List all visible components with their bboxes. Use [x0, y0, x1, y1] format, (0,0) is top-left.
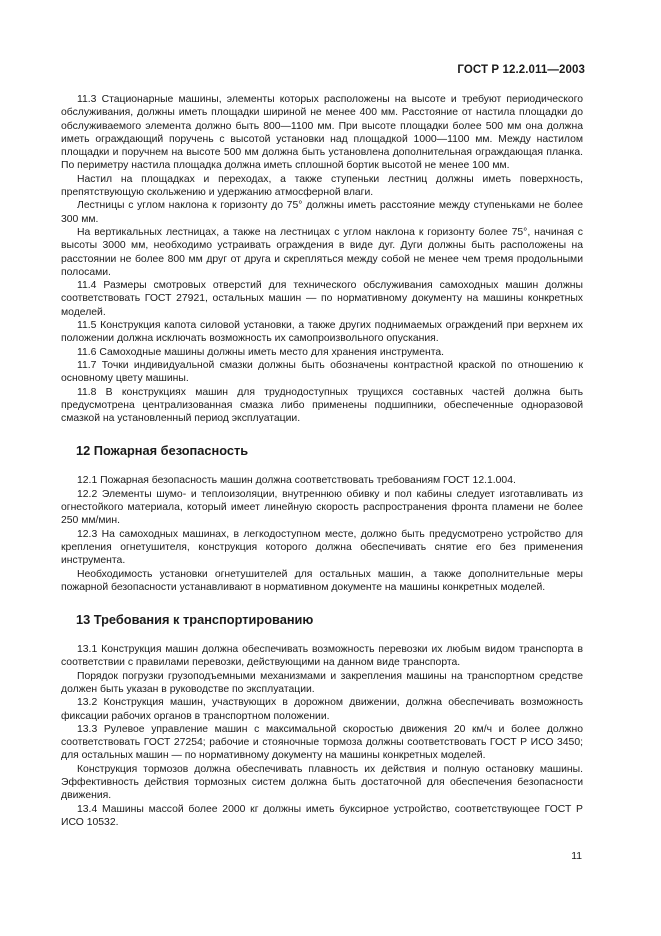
document-code-header: ГОСТ Р 12.2.011—2003 — [457, 64, 585, 76]
paragraph-11-3: 11.3 Стационарные машины, элементы которых расположены на высоте и требуют периодического обслуживания, должны иметь площадки шириной не менее 400 мм. Расстояние от настила площадки до обслуживаемого элемента должно быть 800—1100 мм. При высоте площадки более 500 мм она должна иметь ограждающий поручень с высотой установки над площадкой 1000—1100 мм. Между настилом площадки и поручнем на высоте 500 мм должна быть установлена дополнительная ограждающая планка. По периметру настила площадка должна иметь сплошной бортик высотой не менее 100 мм. — [61, 94, 583, 172]
paragraph-brakes: Конструкция тормозов должна обеспечивать плавность их действия и полную остановку машины. Эффективность действия тормозных систем должна быть достаточной для обеспечения безопасности движения. — [61, 763, 583, 802]
paragraph-13-3: 13.3 Рулевое управление машин с максимальной скоростью движения 20 км/ч и более должно соответствовать ГОСТ 27254; рабочие и стояночные тормоза должны соответствовать ГОСТ Р ИСО 3450; для остальных машин — по нормативному документу на машины конкретных моделей. — [61, 723, 583, 762]
section-heading-fire-safety: 12 Пожарная безопасность — [76, 443, 249, 459]
paragraph-11-5: 11.5 Конструкция капота силовой установки, а также других поднимаемых ограждений при верхнем их положении должна исключать возможность их самопроизвольного опускания. — [61, 320, 583, 345]
paragraph-extinguishers: Необходимость установки огнетушителей для остальных машин, а также дополнительные меры пожарной безопасности устанавливают в нормативном документе на машины конкретных моделей. — [61, 568, 583, 593]
page-body — [61, 93, 583, 829]
paragraph-13-4: 13.4 Машины массой более 2000 кг должны иметь буксирное устройство, соответствующее ГОСТ Р ИСО 10532. — [61, 803, 583, 828]
paragraph-11-4: 11.4 Размеры смотровых отверстий для технического обслуживания самоходных машин должны соответствовать ГОСТ 27921, остальных машин — по нормативному документу на машины конкретных моделей. — [61, 280, 583, 318]
page-number: 11 — [571, 851, 582, 862]
section-heading-transportation: 13 Требования к транспортированию — [76, 612, 314, 628]
paragraph-13-2: 13.2 Конструкция машин, участвующих в дорожном движении, должна обеспечивать возможность фиксации рабочих органов в транспортном положении. — [61, 697, 583, 722]
paragraph-12-3: 12.3 На самоходных машинах, в легкодоступном месте, должно быть предусмотрено устройство для крепления огнетушителя, конструкция которого должна обеспечивать снятие его без применения инструмента. — [61, 528, 583, 567]
paragraph-11-6: 11.6 Самоходные машины должны иметь место для хранения инструмента. — [77, 346, 445, 358]
paragraph-vertical-ladders: На вертикальных лестницах, а также на лестницах с углом наклона к горизонту более 75°, начиная с высоты 3000 мм, необходимо устраивать ограждения в виде дуг. Дуги должны быть расположены на расстоянии не более 800 мм друг от друга и скрепляться между собой не менее чем тремя продольными полосами. — [61, 226, 583, 278]
paragraph-12-1: 12.1 Пожарная безопасность машин должна соответствовать требованиям ГОСТ 12.1.004. — [77, 475, 516, 487]
paragraph-11-8: 11.8 В конструкциях машин для труднодоступных трущихся составных частей должна быть предусмотрена централизованная смазка либо применены подшипники, обеспеченные одноразовой смазкой на установленный период эксплуатации. — [61, 386, 583, 425]
paragraph-13-1: 13.1 Конструкция машин должна обеспечивать возможность перевозки их любым видом транспорта в соответствии с правилами перевозки, действующими на данном виде транспорта. — [61, 644, 583, 669]
paragraph-ladder-step-spacing: Лестницы с углом наклона к горизонту до 75° должны иметь расстояние между ступеньками не более 300 мм. — [61, 200, 583, 225]
paragraph-11-7: 11.7 Точки индивидуальной смазки должны быть обозначены контрастной краской по отношению к основному цвету машины. — [61, 359, 583, 385]
paragraph-loading-order: Порядок погрузки грузоподъемными механизмами и закрепления машины на транспортном средстве должен быть указан в руководстве по эксплуатации. — [61, 670, 583, 695]
paragraph-platform-flooring: Настил на площадках и переходах, а также ступеньки лестниц должны иметь поверхность, препятствующую скольжению и удержанию атмосферной влаги. — [61, 173, 583, 199]
paragraph-12-2: 12.2 Элементы шумо- и теплоизоляции, внутреннюю обивку и пол кабины следует изготавливать из огнестойкого материала, который имеет линейную скорость распространения фронта пламени не более 250 мм/мин. — [61, 488, 583, 527]
